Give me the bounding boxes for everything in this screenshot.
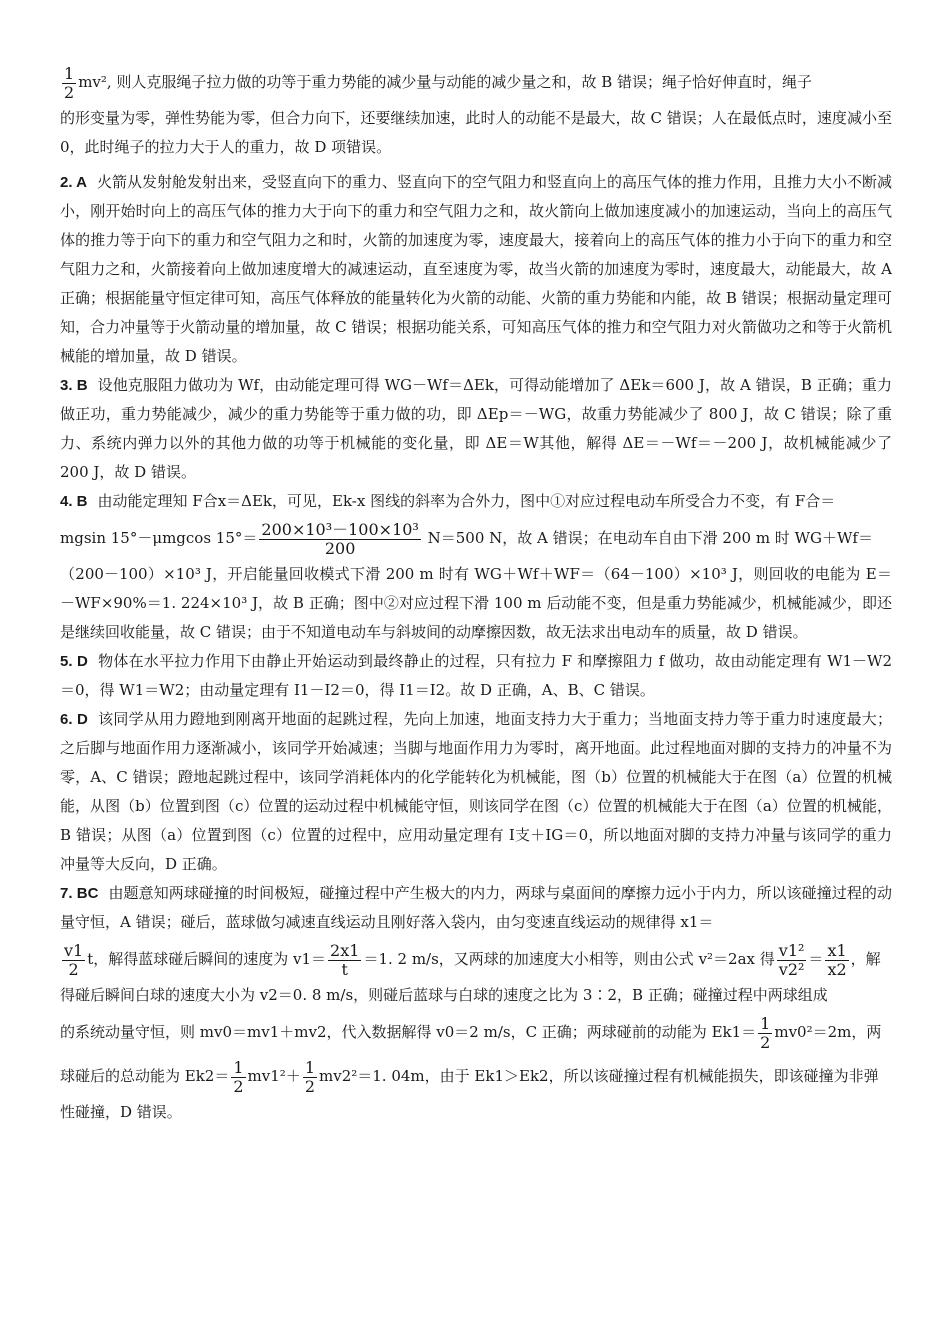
q1-tail: $\frac{1}{2}$ mv², 则人克服绳子拉力做的功等于重力势能的减少量与动能的减少量之和，故 B 错误；绳子恰好伸直时，绳子 bbox=[64, 63, 812, 102]
answer-3: 3. B 设他克服阻力做功为 Wf，由动能定理可得 WG－Wf＝ΔEk，可得动能增加了 ΔEk＝600 J，故 A 错误，B 正确；重力做正功，重力势能减少，减少的重力势能等于重力做的功，即 ΔEp＝－WG，故重力势能减少了 800 J，故 C 错误；除了重力、系统内弹力以外的其他力做的功等于机械能的变化量，即 ΔE＝W其他，解得 ΔE＝－Wf＝－200 J，故机械能减少了 200 J，故 D 错误。 bbox=[60, 376, 893, 481]
answer-6: 6. D 该同学从用力蹬地到刚离开地面的起跳过程，先向上加速，地面支持力大于重力；当地面支持力等于重力时速度最大；之后脚与地面作用力逐渐减小，该同学开始减速；当脚与地面作用力为零时，离开地面。此过程地面对脚的支持力的冲量不为零，A、C 错误；蹬地起跳过程中，该同学消耗体内的化学能转化为机械能，图（b）位置的机械能大于在图（a）位置的机械能，从图（b）位置到图（c）位置的运动过程中机械能守恒，则该同学在图（c）位置的机械能大于在图（a）位置的机械能，B 错误；从图（a）位置到图（c）位置的过程中，应用动量定理有 I支＋IG＝0，所以地面对脚的支持力冲量与该同学的重力冲量等大反向，D 正确。 bbox=[60, 710, 892, 873]
fraction: $\frac{v1}{2}$ bbox=[64, 940, 84, 979]
fraction: $\frac{1}{2}$ bbox=[64, 63, 75, 102]
q1-tail-cont: 的形变量为零，弹性势能为零，但合力向下，还要继续加速，此时人的动能不是最大，故 C 错误；人在最低点时，速度减小至 0，此时绳子的拉力大于人的重力，故 D 项错误。 bbox=[60, 109, 892, 156]
fraction: $\frac{1}{2}$ bbox=[233, 1057, 244, 1096]
answer-content bbox=[60, 60, 892, 1127]
answer-7-end: 性碰撞，D 错误。 bbox=[60, 1103, 182, 1121]
answer-7-formula-2: 的系统动量守恒，则 mv0＝mv1＋mv2，代入数据解得 v0＝2 m/s，C 正确；两球碰前的动能为 Ek1＝ $\frac{1}{2}$ mv0²＝2m，两 bbox=[60, 1013, 882, 1052]
answer-7: 7. BC 由题意知两球碰撞的时间极短，碰撞过程中产生极大的内力，两球与桌面间的摩擦力远小于内力，所以该碰撞过程的动量守恒，A 错误；碰后，蓝球做匀减速直线运动且刚好落入袋内，由匀变速直线运动的规律得 x1＝ bbox=[60, 884, 892, 931]
answer-label: 2. A bbox=[60, 174, 87, 191]
answer-7-cont: 得碰后瞬间白球的速度大小为 v2＝0. 8 m/s，则碰后蓝球与白球的速度之比为 3∶2，B 正确；碰撞过程中两球组成 bbox=[60, 986, 828, 1004]
fraction: $\frac{x1}{x2}$ bbox=[827, 940, 847, 979]
answer-4-cont: （200－100）×10³ J，开启能量回收模式下滑 200 m 时有 WG＋Wf＋WF＝（64－100）×10³ J，则回收的电能为 E＝－WF×90%＝1. 224×10³ J，故 B 正确；图中②对应过程下滑 100 m 后动能不变，但是重力势能减少，机械能减少，即还是继续回收能量，故 C 错误；由于不知道电动车与斜坡间的动摩擦因数，故无法求出电动车的质量，故 D 错误。 bbox=[60, 565, 892, 641]
fraction: $\frac{2x1}{t}$ bbox=[330, 940, 360, 979]
answer-7-formula-3: 球碰后的总动能为 Ek2＝ $\frac{1}{2}$ mv1²＋ $\frac{1}{2}$ mv2²＝1. 04m，由于 Ek1＞Ek2，所以该碰撞过程有机械能损失，即该碰撞为非弹 bbox=[60, 1057, 879, 1096]
answer-5: 5. D 物体在水平拉力作用下由静止开始运动到最终静止的过程，只有拉力 F 和摩擦阻力 f 做功，故由动能定理有 W1－W2＝0，得 W1＝W2；由动量定理有 I1－I2＝0，得 I1＝I2。故 D 正确，A、B、C 错误。 bbox=[60, 652, 892, 699]
answer-label: 7. BC bbox=[60, 885, 99, 902]
answer-label: 4. B bbox=[60, 493, 88, 510]
fraction: $\frac{\text{200×10³－100×10³}}{200}$ bbox=[261, 519, 419, 558]
answer-label: 6. D bbox=[60, 711, 88, 728]
answer-label: 5. D bbox=[60, 653, 88, 670]
fraction: $\frac{\text{v1²}}{\text{v2²}}$ bbox=[778, 940, 805, 979]
answer-7-formula: $\frac{v1}{2}$ t，解得蓝球碰后瞬间的速度为 v1＝ $\frac{2x1}{t}$ ＝1. 2 m/s，又两球的加速度大小相等，则由公式 v²＝2ax 得 $\frac{\text{v1²}}{\text{v2²}}$ ＝ $\frac{x1}{x2}$ ，解 bbox=[64, 940, 881, 979]
fraction: $\frac{1}{2}$ bbox=[760, 1013, 771, 1052]
answer-2: 2. A 火箭从发射舱发射出来，受竖直向下的重力、竖直向下的空气阻力和竖直向上的高压气体的推力作用，且推力大小不断减小，刚开始时向上的高压气体的推力大于向下的重力和空气阻力之和，故火箭向上做加速度减小的加速运动，当向上的高压气体的推力等于向下的重力和空气阻力之和时，火箭的加速度为零，速度最大，接着向上的高压气体的推力小于向下的重力和空气阻力之和，火箭接着向上做加速度增大的减速运动，直至速度为零，故当火箭的加速度为零时，速度最大，动能最大，故 A 正确；根据能量守恒定律可知，高压气体释放的能量转化为火箭的动能、火箭的重力势能和内能，故 B 错误；根据动量定理可知，合力冲量等于火箭动量的增加量，故 C 错误；根据功能关系，可知高压气体的推力和空气阻力对火箭做功之和等于火箭机械能的增加量，故 D 错误。 bbox=[60, 173, 893, 365]
answer-4-formula: mgsin 15°－μmgcos 15°＝ $\frac{\text{200×10³－100×10³}}{200}$ N＝500 N，故 A 错误；在电动车自由下滑 200 m 时 WG＋Wf＝ bbox=[60, 519, 873, 558]
fraction: $\frac{1}{2}$ bbox=[304, 1057, 315, 1096]
answer-4: 4. B 由动能定理知 F合x＝ΔEk，可见，Ek-x 图线的斜率为合外力，图中①对应过程电动车所受合力不变，有 F合＝ bbox=[60, 492, 836, 510]
answer-label: 3. B bbox=[60, 377, 88, 394]
